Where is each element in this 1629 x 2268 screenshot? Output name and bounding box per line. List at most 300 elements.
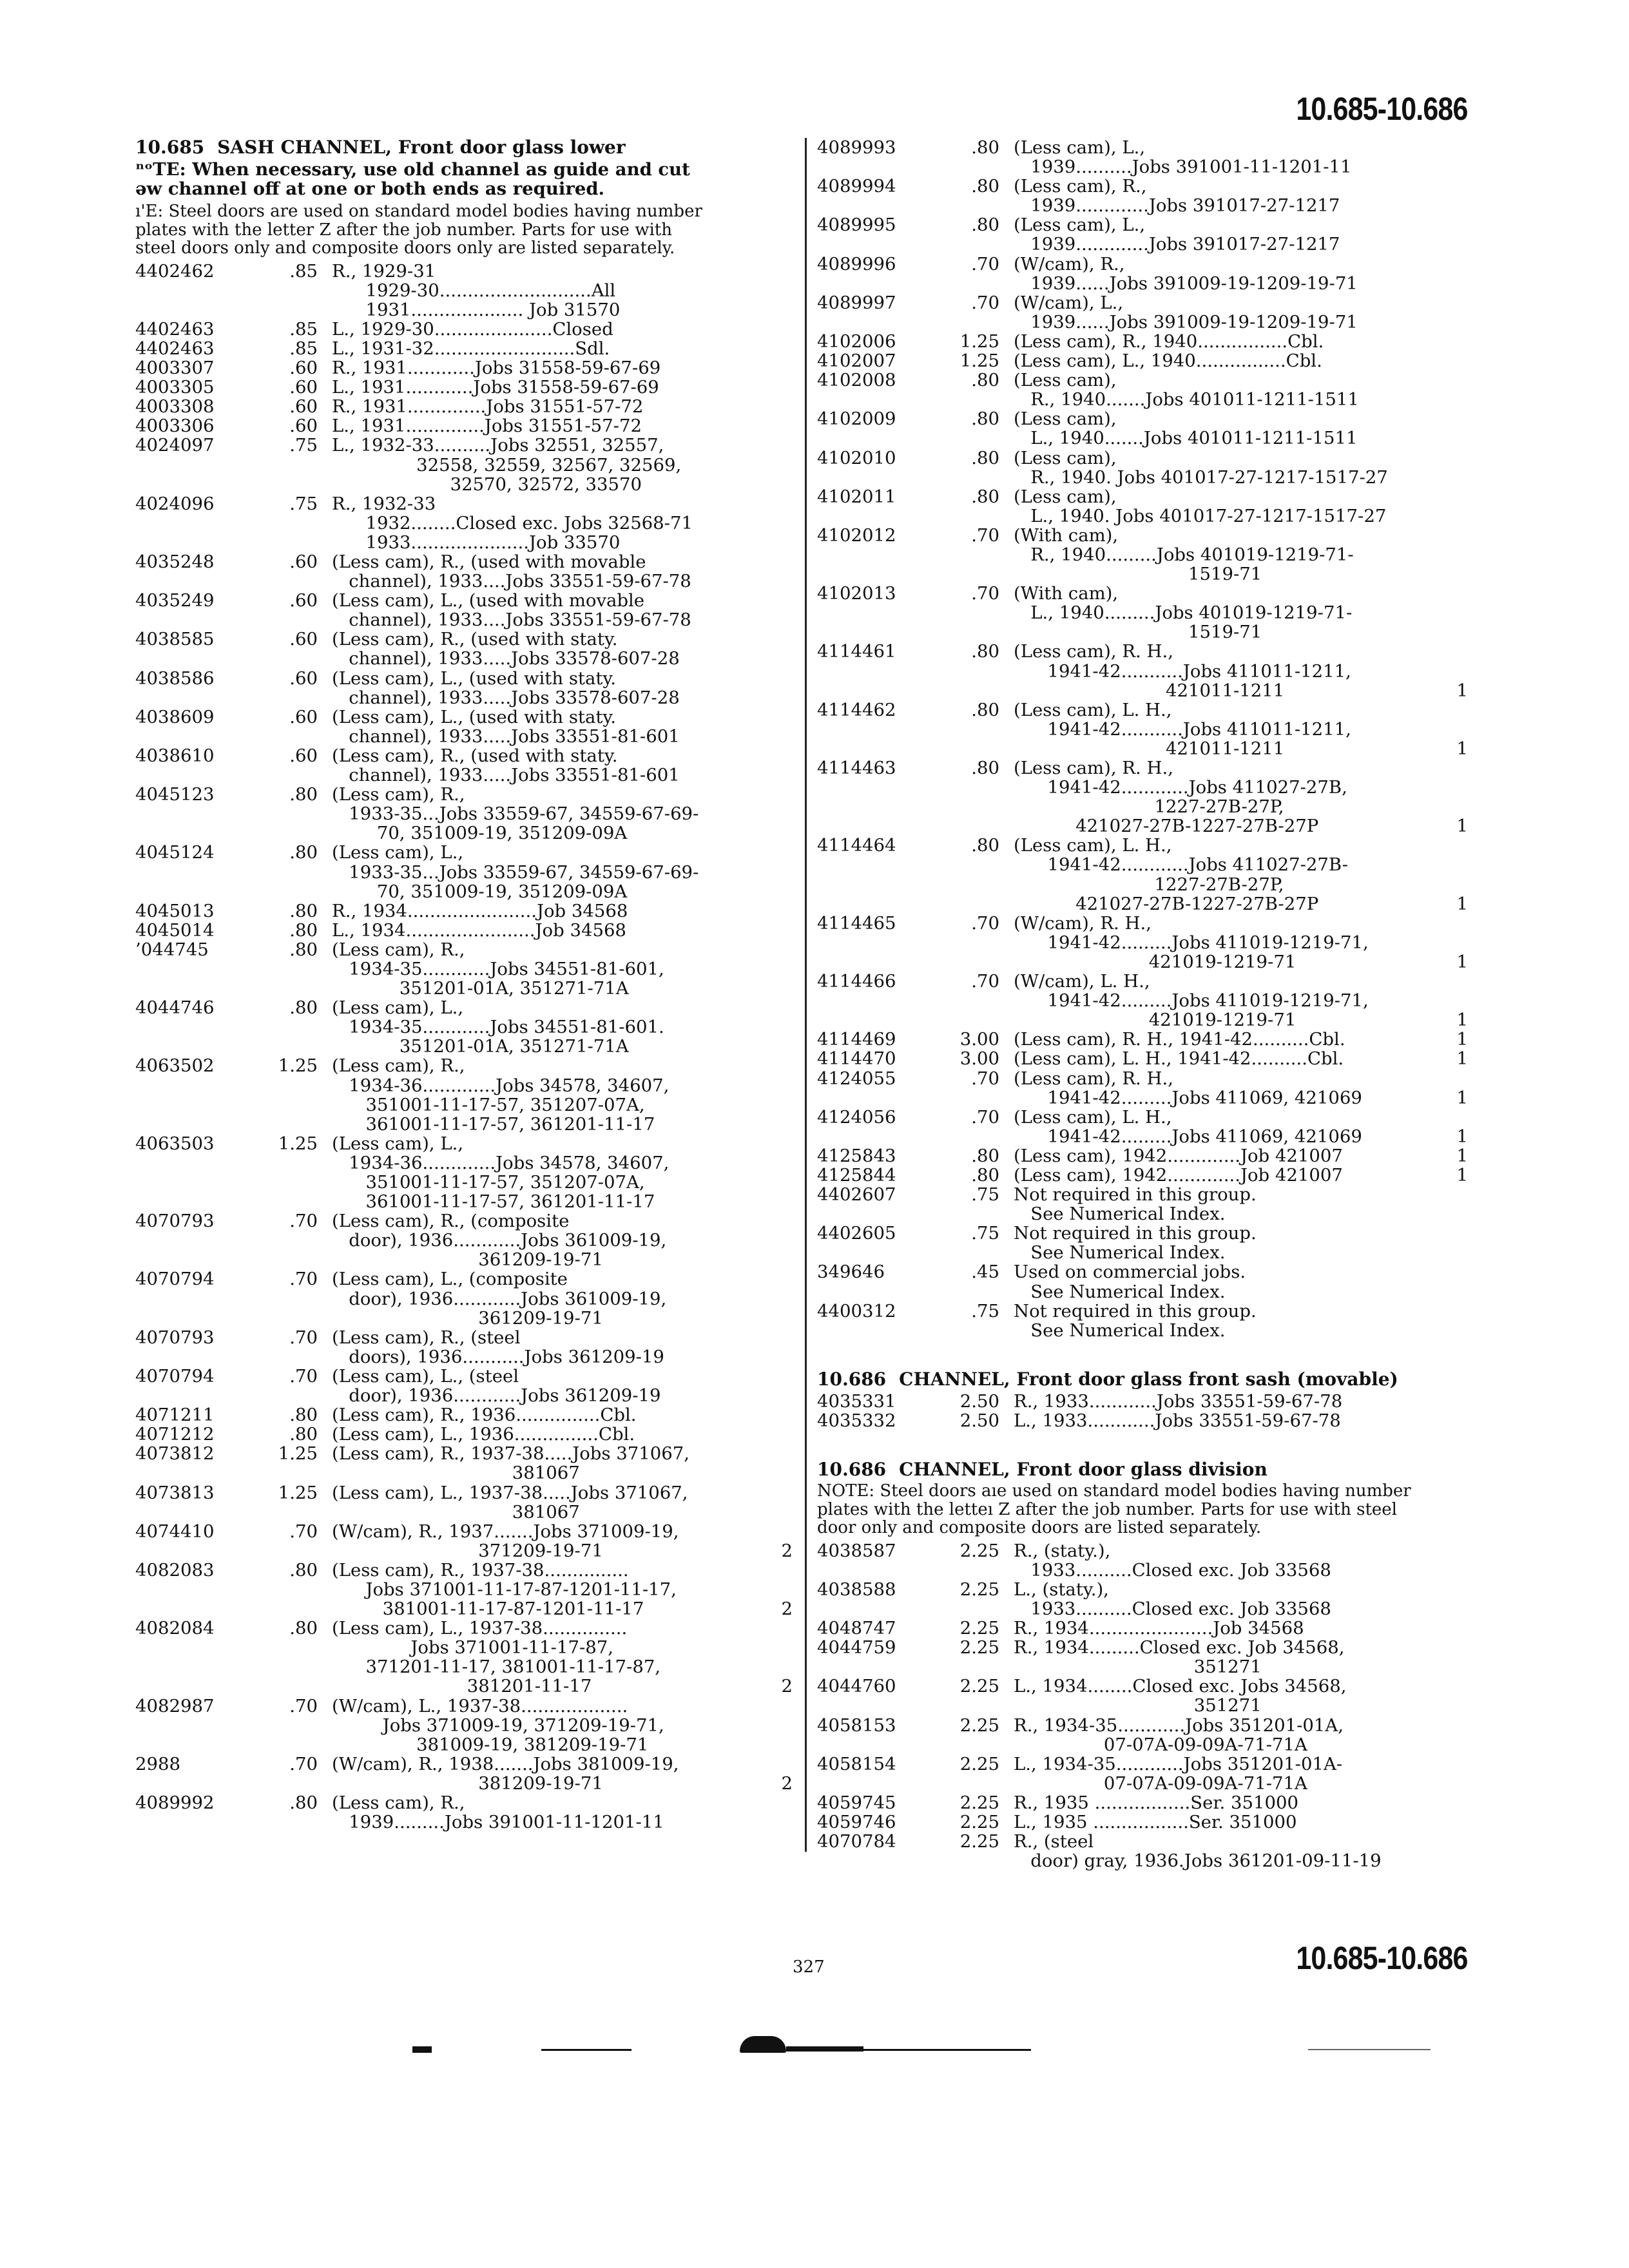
part-price: 2.25 [959,1540,999,1561]
description-line: (Less cam), 1942.............Job 421007 [1014,1145,1343,1166]
note-line: ı'E: Steel doors are used on standard model bodies having number [135,202,702,222]
description-line: (Less cam), L. H., [1014,699,1172,720]
part-price: .70 [289,1211,318,1232]
part-price: .85 [289,260,318,282]
part-entry [135,378,793,397]
part-price: .70 [971,1068,999,1089]
part-number: 4114462 [817,699,896,720]
part-price: .60 [289,629,318,650]
part-number: 4124056 [817,1106,896,1128]
part-entry [135,1483,793,1522]
part-number: 4089994 [817,176,896,197]
note-line: NOTE: Steel doors aıe used on standard model bodies having number [817,1481,1411,1501]
part-number: 4038588 [817,1579,896,1600]
part-description [1014,370,1439,409]
description-line: 361209-19-71 [332,1307,603,1329]
description-line: R., 1932-33 [332,493,436,514]
part-number: 4071211 [135,1405,215,1426]
part-description [332,1425,764,1444]
description-line: See Numerical Index. [1014,1204,1226,1225]
description-line: channel), 1933....Jobs 33551-59-67-78 [332,610,691,631]
part-entry [135,746,793,785]
part-description [332,1367,764,1405]
part-description [332,320,764,339]
part-entry [817,215,1468,254]
part-number: 4102010 [817,447,896,468]
part-number: 4063502 [135,1055,215,1077]
description-line: (Less cam), L., [1014,137,1146,158]
part-number: 4070794 [135,1365,215,1387]
description-line: R., 1934......................Job 34568 [1014,1618,1304,1639]
description-line: (Less cam), L. H., 1941-42..........Cbl. [1014,1048,1344,1070]
description-line: (W/cam), R., 1938.......Jobs 381009-19, [332,1753,679,1774]
part-entry [135,436,793,494]
part-entry [817,448,1468,487]
description-line: L., 1934........Closed exc. Jobs 34568, [1014,1676,1347,1697]
part-description [1014,1411,1439,1430]
description-line: 351201-01A, 351271-71A [332,1036,629,1057]
description-line: (Less cam), [1014,447,1117,468]
part-description [332,843,764,901]
section-number: 10.686 [817,1368,887,1390]
part-description [1014,487,1439,526]
description-line: 1933..........Closed exc. Job 33568 [1014,1598,1331,1619]
note-line: door only and composite doors are listed separately. [817,1518,1262,1538]
part-description [332,746,764,785]
part-entry [135,1367,793,1405]
part-price: .80 [971,699,999,720]
description-line: channel), 1933....Jobs 33551-59-67-78 [332,571,691,592]
description-line: (Less cam), L., 1937-38.....Jobs 371067, [332,1482,688,1503]
part-price: 2.25 [959,1618,999,1639]
part-entry [135,1056,793,1133]
part-entry [135,998,793,1056]
description-line: 1934-36.............Jobs 34578, 34607, [332,1075,670,1096]
scan-artifact [786,2046,863,2052]
part-description [332,1444,764,1483]
part-quantity: 1 [1456,1145,1468,1166]
part-number: 4045014 [135,919,215,941]
part-entry [135,707,793,746]
part-entry [817,138,1468,177]
part-entry [135,339,793,358]
part-price: .80 [289,842,318,863]
description-line: 361209-19-71 [332,1249,603,1271]
part-number: 4035332 [817,1410,896,1431]
part-description [1014,1049,1439,1068]
part-entry [817,1754,1468,1793]
bold-note [135,160,793,198]
description-line: R., 1934.........Closed exc. Job 34568, [1014,1637,1345,1658]
page-header-bottom: 10.685-10.686 [1296,1940,1468,1976]
description-line: 1519-71 [1014,564,1262,585]
scan-artifact [740,2036,786,2053]
description-line: R., 1940.......Jobs 401011-1211-1511 [1014,389,1359,410]
part-description [1014,1619,1439,1638]
part-description [1014,1302,1439,1340]
part-price: .85 [289,338,318,359]
description-line: doors), 1936...........Jobs 361209-19 [332,1346,664,1367]
part-quantity: 1 [1456,1010,1468,1031]
part-number: 4074410 [135,1521,215,1542]
description-line: 381201-11-17 [332,1676,592,1697]
part-number: 4102009 [817,408,896,430]
description-line: door), 1936............Jobs 361009-19, [332,1288,667,1309]
left-column [135,138,793,1832]
description-line: R., 1935 .................Ser. 351000 [1014,1792,1298,1813]
part-number: 4070794 [135,1269,215,1290]
part-number: 4059745 [817,1792,896,1813]
part-price: .70 [289,1521,318,1542]
part-number: 4044760 [817,1676,896,1697]
description-line: 1519-71 [1014,622,1262,643]
part-number: 4070793 [135,1327,215,1348]
part-entry [817,409,1468,448]
part-quantity: 1 [1456,680,1468,701]
part-price: .80 [971,1164,999,1186]
part-entry [135,669,793,707]
part-description [1014,642,1439,700]
part-entry [135,320,793,339]
part-quantity: 1 [1456,951,1468,972]
part-entry [135,921,793,940]
part-number: 4089995 [817,215,896,236]
part-price: .60 [289,396,318,418]
section-heading-10-686-division [817,1460,1468,1479]
spacer [817,1340,1468,1370]
note-line: steel doors only and composite doors only are listed separately. [135,238,675,258]
note-line: plates with the letter Z after the job number. Parts for use with [135,220,672,240]
section-title: CHANNEL, Front door glass division [899,1459,1268,1481]
description-line: 1934-36.............Jobs 34578, 34607, [332,1152,670,1173]
part-description [332,1134,764,1211]
description-line: 1934-35............Jobs 34551-81-601, [332,958,664,979]
part-price: .60 [289,706,318,727]
part-number: 4082084 [135,1618,215,1639]
description-line: 371209-19-71 [332,1540,603,1561]
part-description [332,1211,764,1269]
description-line: (Less cam), R., (used with staty. [332,745,618,766]
description-line: (Less cam), [1014,408,1117,430]
part-number: 4003307 [135,358,215,379]
part-quantity: 1 [1456,1087,1468,1108]
part-entry [135,1444,793,1483]
part-number: 4073812 [135,1443,215,1465]
part-description [1014,1224,1439,1262]
description-line: (Less cam), L., (used with movable [332,590,645,611]
part-quantity: 1 [1456,893,1468,914]
part-price: .60 [289,668,318,689]
part-description [1014,1030,1439,1049]
part-number: 349646 [817,1262,885,1283]
part-description [332,436,764,494]
note-steel-doors [817,1482,1468,1537]
part-number: 4114464 [817,835,896,856]
scan-artifact [541,2049,631,2051]
part-number: 4044759 [817,1637,896,1658]
part-entry [135,1269,793,1327]
part-price: .80 [971,835,999,856]
part-entry [817,1262,1468,1301]
part-entry [817,293,1468,332]
part-description [1014,138,1439,177]
part-price: 1.25 [278,1443,318,1465]
description-line: 1939......Jobs 391009-19-1209-19-71 [1014,311,1358,332]
part-description [1014,448,1439,487]
part-entry [817,1638,1468,1677]
part-price: .80 [289,784,318,805]
column-divider [805,138,807,1852]
part-description [332,494,764,552]
description-line: L., 1932-33..........Jobs 32551, 32557, [332,435,664,456]
description-line: 351001-11-17-57, 351207-07A, [332,1094,645,1115]
part-number: 4089993 [817,137,896,158]
part-price: .80 [971,408,999,430]
part-entry [135,1134,793,1211]
part-price: .80 [289,900,318,921]
part-number: 4114461 [817,641,896,662]
description-line: L., 1940.........Jobs 401019-1219-71- [1014,602,1353,624]
part-description [332,1793,764,1832]
part-entry [817,1812,1468,1832]
part-entry [817,1108,1468,1146]
description-line: (W/cam), L., 1937-38................... [332,1695,628,1716]
description-line: 361001-11-17-57, 361201-11-17 [332,1191,655,1213]
part-entry [817,584,1468,642]
description-line: (Less cam), L., [1014,215,1146,236]
part-price: 1.25 [959,351,999,372]
description-line: 351201-01A, 351271-71A [332,978,629,999]
part-entry [817,526,1468,584]
part-description [332,707,764,746]
description-line: (Less cam), R., [332,1792,465,1813]
description-line: (Less cam), L., [332,997,464,1019]
part-quantity: 2 [781,1599,793,1620]
description-line: 07-07A-09-09A-71-71A [1014,1773,1307,1794]
part-number: 4124055 [817,1068,896,1089]
part-price: .60 [289,358,318,379]
description-line: (W/cam), R., 1937.......Jobs 371009-19, [332,1521,679,1542]
part-price: 1.25 [278,1482,318,1503]
part-number: 4402605 [817,1223,896,1244]
description-line: (With cam), [1014,583,1119,604]
part-number: 4089992 [135,1792,215,1813]
description-line: (Less cam), R., 1937-38.....Jobs 371067, [332,1443,689,1465]
description-line: 421019-1219-71 [1014,1010,1296,1031]
part-entry [817,1541,1468,1580]
description-line: (Less cam), R., (composite [332,1211,570,1232]
part-description [1014,1677,1439,1715]
description-line: L., 1940. Jobs 401017-27-1217-1517-27 [1014,505,1387,526]
part-number: 4003308 [135,396,215,418]
part-description [1014,584,1439,642]
part-description [332,1405,764,1425]
spacer [817,1430,1468,1460]
description-line: 381001-11-17-87-1201-11-17 [332,1599,644,1620]
note-steel-doors [135,202,793,258]
description-line: 381009-19, 381209-19-71 [332,1734,649,1755]
description-line: L., 1934-35............Jobs 351201-01A- [1014,1753,1343,1774]
part-price: .70 [289,1365,318,1387]
description-line: 1939......Jobs 391009-19-1209-19-71 [1014,273,1358,294]
part-description [332,1754,764,1793]
part-entry [135,1405,793,1425]
description-line: R., 1934-35............Jobs 351201-01A, [1014,1715,1344,1736]
part-description [332,901,764,921]
description-line: (Less cam), R., (steel [332,1327,521,1348]
description-line: (Less cam), 1942.............Job 421007 [1014,1164,1343,1186]
part-description [332,1483,764,1522]
part-entry [817,700,1468,758]
part-price: .80 [289,1405,318,1426]
part-description [1014,1185,1439,1224]
description-line: (W/cam), L., [1014,292,1124,313]
scan-artifact [863,2049,1031,2051]
part-description [1014,972,1439,1030]
description-line: R., 1931..............Jobs 31551-57-72 [332,396,644,418]
parts-list-right-mid [817,1392,1468,1430]
part-price: 2.25 [959,1676,999,1697]
description-line: 1941-42...........Jobs 411011-1211, [1014,660,1351,682]
part-number: 4102006 [817,331,896,352]
description-line: 1932........Closed exc. Jobs 32568-71 [332,512,693,533]
part-entry [817,1224,1468,1262]
description-line: 70, 351009-19, 351209-09A [332,881,628,902]
part-description [332,397,764,416]
description-line: channel), 1933.....Jobs 33551-81-601 [332,726,680,747]
part-number: 4038585 [135,629,215,650]
part-number: 4048747 [817,1618,896,1639]
part-number: 4003305 [135,377,215,398]
part-price: 2.25 [959,1831,999,1852]
part-number: 4003306 [135,416,215,437]
part-price: .70 [971,971,999,992]
part-number: 4038610 [135,745,215,766]
description-line: 351271 [1014,1695,1262,1716]
part-entry [817,487,1468,526]
part-entry [135,1211,793,1269]
part-description [1014,351,1439,370]
part-entry [817,642,1468,700]
part-price: .80 [971,447,999,468]
part-price: 1.25 [278,1133,318,1154]
part-price: .45 [971,1262,999,1283]
part-price: .80 [289,919,318,941]
part-price: 2.25 [959,1753,999,1774]
part-number: 4071212 [135,1424,215,1445]
part-entry [135,1793,793,1832]
description-line: See Numerical Index. [1014,1320,1226,1341]
description-line: door), 1936............Jobs 361009-19, [332,1230,667,1251]
part-entry [817,370,1468,409]
part-entry [135,494,793,552]
part-number: 4058153 [817,1715,896,1736]
part-description [332,998,764,1056]
part-number: 4070784 [817,1831,896,1852]
right-column [817,138,1468,1870]
description-line: L., 1931............Jobs 31558-59-67-69 [332,377,659,398]
part-description [332,262,764,320]
part-number: 4102013 [817,583,896,604]
description-line: (Less cam), L., (used with staty. [332,706,617,727]
description-line: (Less cam), L., [332,1133,464,1154]
part-description [332,1269,764,1327]
part-price: 1.25 [278,1055,318,1077]
part-entry [817,1185,1468,1224]
description-line: 1939.............Jobs 391017-27-1217 [1014,195,1340,216]
part-entry [817,1580,1468,1619]
description-line: R., 1931............Jobs 31558-59-67-69 [332,358,661,379]
part-entry [135,552,793,591]
description-line: 32570, 32572, 33570 [332,474,642,495]
part-entry [817,1069,1468,1108]
description-line: channel), 1933.....Jobs 33578-607-28 [332,648,680,669]
description-line: 1941-42.........Jobs 411019-1219-71, [1014,932,1369,953]
part-price: .75 [289,435,318,456]
part-description [332,1619,764,1696]
part-price: .70 [971,583,999,604]
description-line: 1939.........Jobs 391001-11-1201-11 [332,1812,664,1833]
part-description [1014,1392,1439,1411]
description-line: 32558, 32559, 32567, 32569, [332,454,682,476]
part-number: 4035249 [135,590,215,611]
description-line: (W/cam), L. H., [1014,971,1150,992]
part-number: ’044745 [135,939,209,960]
part-number: 4402463 [135,338,215,359]
part-description [332,416,764,436]
part-number: 4400312 [817,1300,896,1321]
description-line: Jobs 371001-11-17-87, [332,1637,613,1658]
part-number: 4044746 [135,997,215,1019]
description-line: 1939.............Jobs 391017-27-1217 [1014,234,1340,255]
part-description [1014,1262,1439,1301]
part-number: 4063503 [135,1133,215,1154]
part-quantity: 1 [1456,1126,1468,1147]
part-description [1014,1166,1439,1185]
description-line: (Less cam), L., (steel [332,1365,519,1387]
part-quantity: 1 [1456,816,1468,837]
description-line: door) gray, 1936.Jobs 361201-09-11-19 [1014,1850,1382,1872]
part-price: 2.50 [959,1410,999,1431]
note-line: plates with the letteı Z after the job number. Parts for use with steel [817,1499,1397,1519]
description-line: L., (staty.), [1014,1579,1109,1600]
description-line: (Less cam), [1014,370,1117,391]
part-entry [135,629,793,668]
part-quantity: 2 [781,1676,793,1697]
description-line: See Numerical Index. [1014,1281,1226,1302]
description-line: R., 1940.........Jobs 401019-1219-71- [1014,544,1354,565]
part-price: .80 [971,137,999,158]
description-line: (Less cam), R. H., 1941-42..........Cbl. [1014,1029,1345,1050]
part-price: .75 [971,1300,999,1321]
description-line: 421027-27B-1227-27B-27P [1014,893,1319,914]
part-price: .80 [971,176,999,197]
part-price: .70 [289,1269,318,1290]
description-line: R., 1934.......................Job 34568 [332,900,628,921]
description-line: 1933.....................Job 33570 [332,532,621,553]
part-number: 4114470 [817,1048,896,1070]
part-entry [817,177,1468,215]
part-description [332,669,764,707]
description-line: R., 1940. Jobs 401017-27-1217-1517-27 [1014,466,1388,488]
part-number: 2988 [135,1753,180,1774]
description-line: (Less cam), L., (used with staty. [332,668,617,689]
part-price: 2.50 [959,1390,999,1412]
part-description [1014,1580,1439,1619]
description-line: 381209-19-71 [332,1773,603,1794]
description-line: (Less cam), R., (used with staty. [332,629,618,650]
description-line: 381067 [332,1463,580,1484]
